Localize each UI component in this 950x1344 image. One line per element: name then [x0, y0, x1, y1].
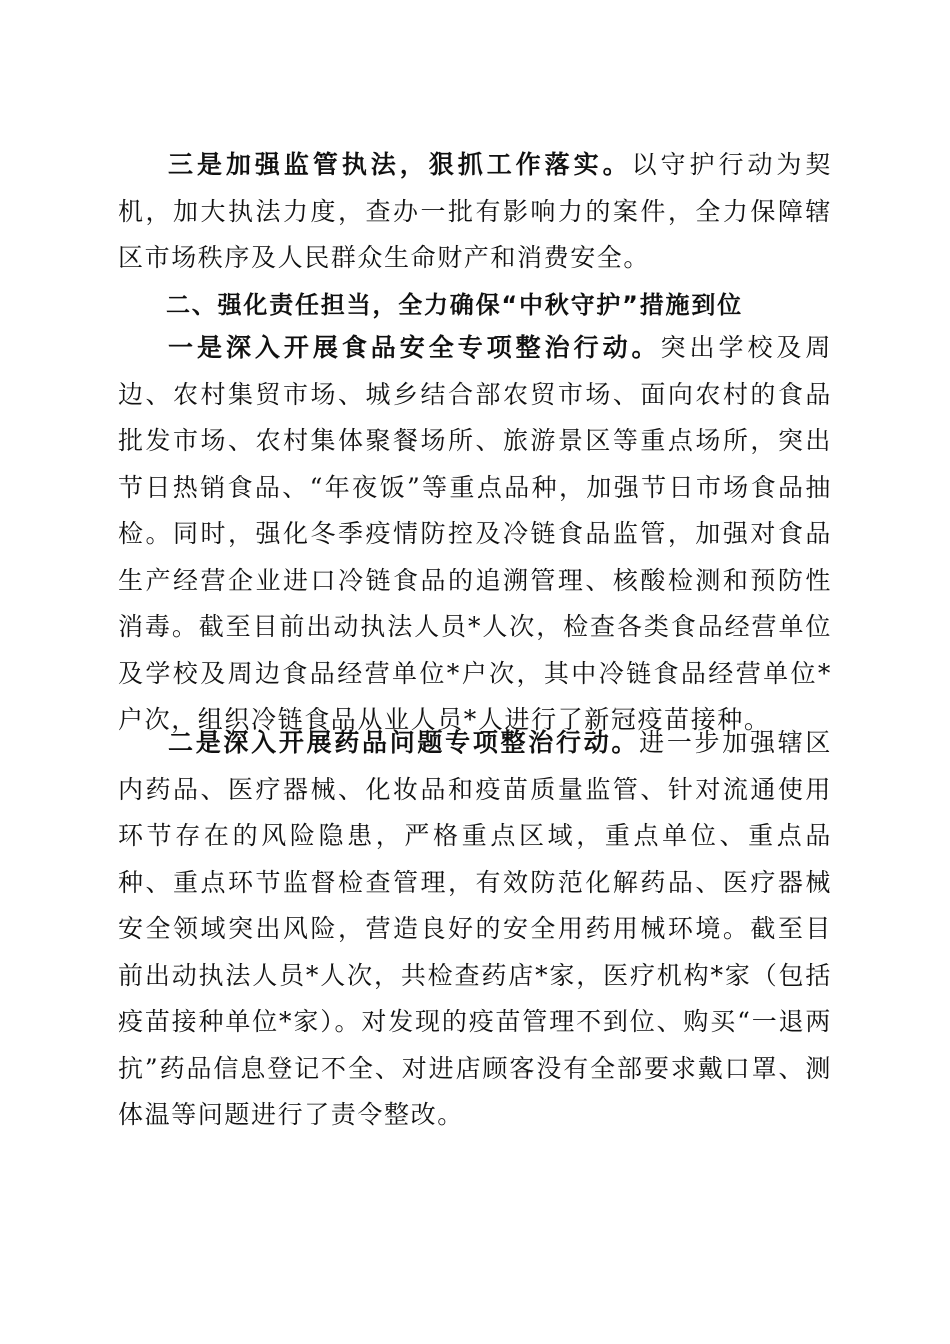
- paragraph-lead: 二是深入开展药品问题专项整治行动。: [168, 728, 640, 757]
- paragraph-strengthen-enforcement: [118, 142, 832, 282]
- paragraph-lead: 三是加强监管执法，狠抓工作落实。: [168, 150, 632, 179]
- paragraph-lead: 一是深入开展食品安全专项整治行动。: [168, 333, 661, 362]
- paragraph-food-safety: [118, 325, 832, 744]
- section-heading: 二、强化责任担当，全力确保“中秋守护”措施到位: [166, 291, 743, 319]
- paragraph-body: 以守护行动为契机，加大执法力度，查办一批有影响力的案件，全力保障辖区市场秩序及人民群众生命财产和消费安全。: [118, 150, 832, 272]
- paragraph-body: 进一步加强辖区内药品、医疗器械、化妆品和疫苗质量监管、针对流通使用环节存在的风险隐患，严格重点区域，重点单位、重点品种、重点环节监督检查管理，有效防范化解药品、医疗器械安全领域突出风险，营造良好的安全用药用械环境。截至目前出动执法人员*人次，共检查药店*家，医疗机构*家（包括疫苗接种单位*家）。对发现的疫苗管理不到位、购买“一退两抗”药品信息登记不全、对进店顾客没有全部要求戴口罩、测体温等问题进行了责令整改。: [118, 728, 833, 1129]
- paragraph-body: 突出学校及周边、农村集贸市场、城乡结合部农贸市场、面向农村的食品批发市场、农村集体聚餐场所、旅游景区等重点场所，突出节日热销食品、“年夜饭”等重点品种，加强节日市场食品抽检。同时，强化冬季疫情防控及冷链食品监管，加强对食品生产经营企业进口冷链食品的追溯管理、核酸检测和预防性消毒。截至目前出动执法人员*人次，检查各类食品经营单位及学校及周边食品经营单位*户次，其中冷链食品经营单位*户次，组织冷链食品从业人员*人进行了新冠疫苗接种。: [118, 333, 832, 734]
- paragraph-drug-safety: [118, 720, 832, 1139]
